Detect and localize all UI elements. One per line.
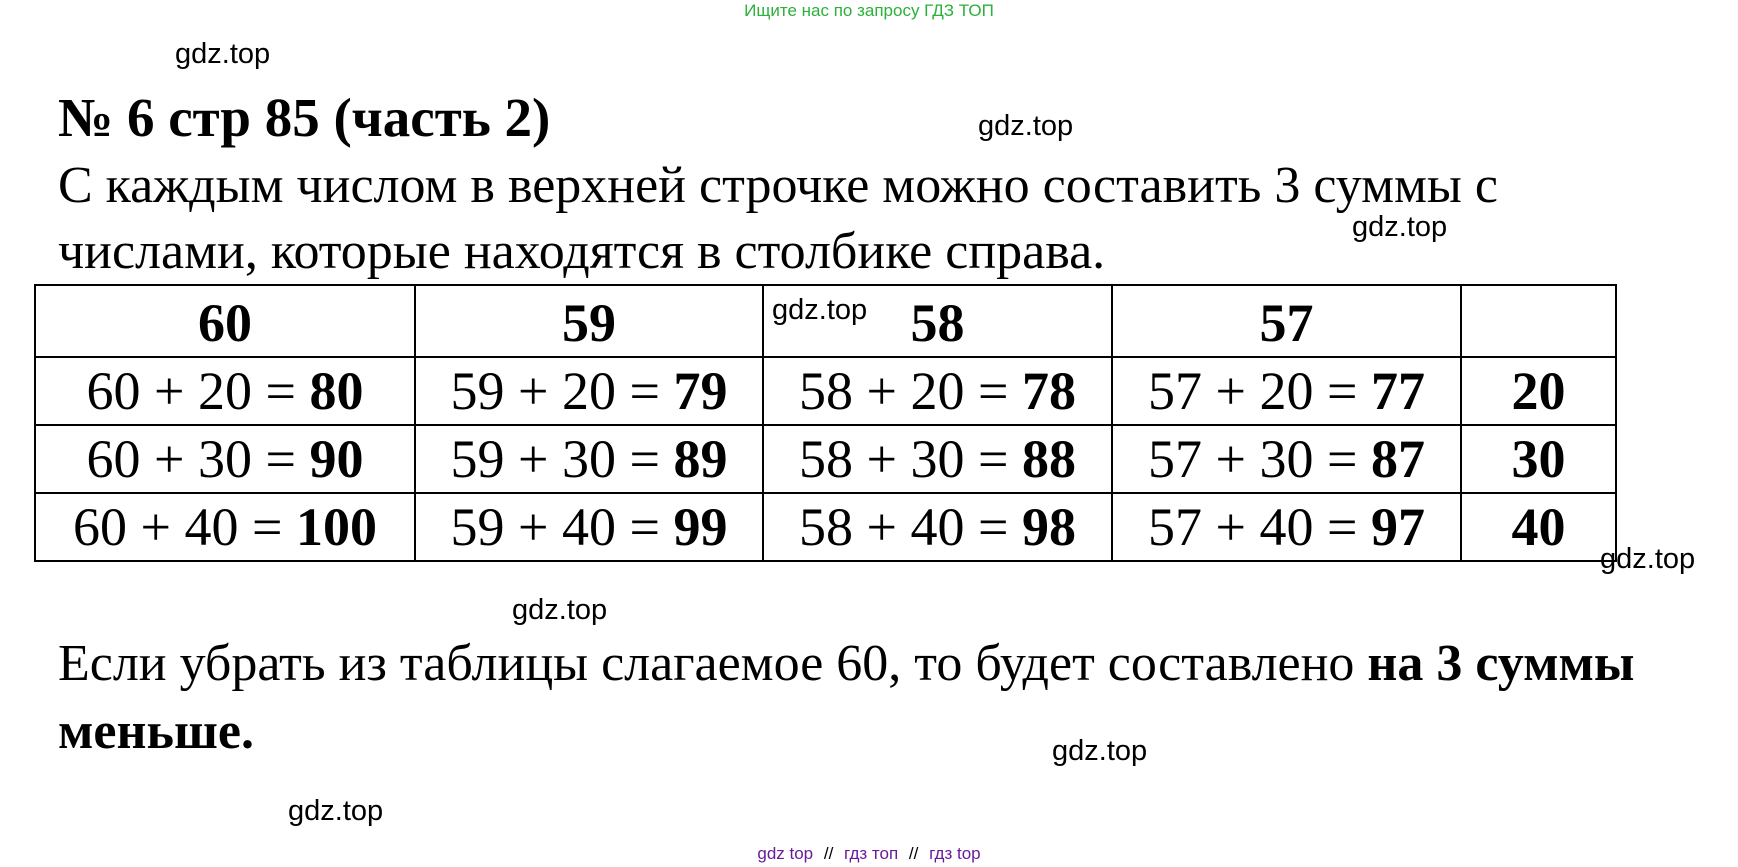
sum-cell [1112,493,1461,561]
sum-cell [415,425,763,493]
watermark: gdz.top [512,594,608,626]
table-row [35,493,1616,561]
sum-expression: 60 + 20 = [86,361,310,421]
sum-expression: 59 + 30 = [450,429,674,489]
watermark: gdz.top [288,795,384,827]
addend-cell: 20 [1461,357,1616,425]
intro-line-2: числами, которые находятся в столбике справа. [58,223,1106,280]
answer-paragraph [58,630,1698,766]
sum-cell [35,493,415,561]
top-banner[interactable]: Ищите нас по запросу ГДЗ ТОП [744,1,994,20]
sum-result: 79 [673,361,728,421]
sum-result: 88 [1021,429,1076,489]
sum-result: 99 [673,497,728,557]
sum-result: 77 [1370,361,1425,421]
sum-cell [1112,425,1461,493]
sum-result: 100 [295,497,377,557]
header-cell: 57 [1112,285,1461,357]
sum-expression: 57 + 30 = [1148,429,1371,489]
table-row [35,425,1616,493]
addend-cell: 40 [1461,493,1616,561]
footer-link[interactable]: гдз топ [844,844,899,863]
sum-expression: 57 + 20 = [1148,361,1371,421]
sum-result: 90 [309,429,364,489]
addend-cell: 30 [1461,425,1616,493]
sum-cell [35,425,415,493]
sum-cell [415,493,763,561]
watermark: gdz.top [978,110,1074,142]
sum-cell [763,357,1112,425]
header-cell: 59 [415,285,763,357]
intro-line-1: С каждым числом в верхней строчке можно составить 3 суммы с [58,157,1498,214]
sum-cell [763,425,1112,493]
sum-expression: 59 + 40 = [450,497,674,557]
sum-result: 97 [1370,497,1425,557]
answer-bold: на 3 суммы меньше. [58,635,1635,760]
sum-cell [763,493,1112,561]
footer-link[interactable]: гдз top [929,844,981,863]
sum-result: 80 [309,361,364,421]
footer-link[interactable]: gdz top [757,844,814,863]
watermark: gdz.top [1600,543,1696,575]
sum-expression: 59 + 20 = [450,361,674,421]
header-cell-empty [1461,285,1616,357]
watermark: gdz.top [772,294,868,326]
sum-expression: 60 + 30 = [86,429,310,489]
footer-separator: // [908,844,919,863]
sum-expression: 58 + 40 = [799,497,1022,557]
sum-result: 98 [1021,497,1076,557]
answer-text: Если убрать из таблицы слагаемое 60, то будет составлено [58,635,1368,692]
watermark: gdz.top [1352,211,1448,243]
sum-cell [415,357,763,425]
sum-result: 78 [1021,361,1076,421]
sum-result: 89 [673,429,728,489]
header-cell: 60 [35,285,415,357]
sum-cell [35,357,415,425]
sum-expression: 58 + 30 = [799,429,1022,489]
sum-cell [1112,357,1461,425]
header-cell: 58 [763,285,1112,357]
sum-result: 87 [1370,429,1425,489]
sum-expression: 60 + 40 = [73,497,296,557]
footer-links [0,844,1738,864]
page-title: № 6 стр 85 (часть 2) [58,87,551,148]
watermark: gdz.top [175,38,271,70]
table-row [35,357,1616,425]
sum-expression: 57 + 40 = [1148,497,1371,557]
footer-separator: // [823,844,834,863]
watermark: gdz.top [1052,735,1148,767]
sum-expression: 58 + 20 = [799,361,1022,421]
